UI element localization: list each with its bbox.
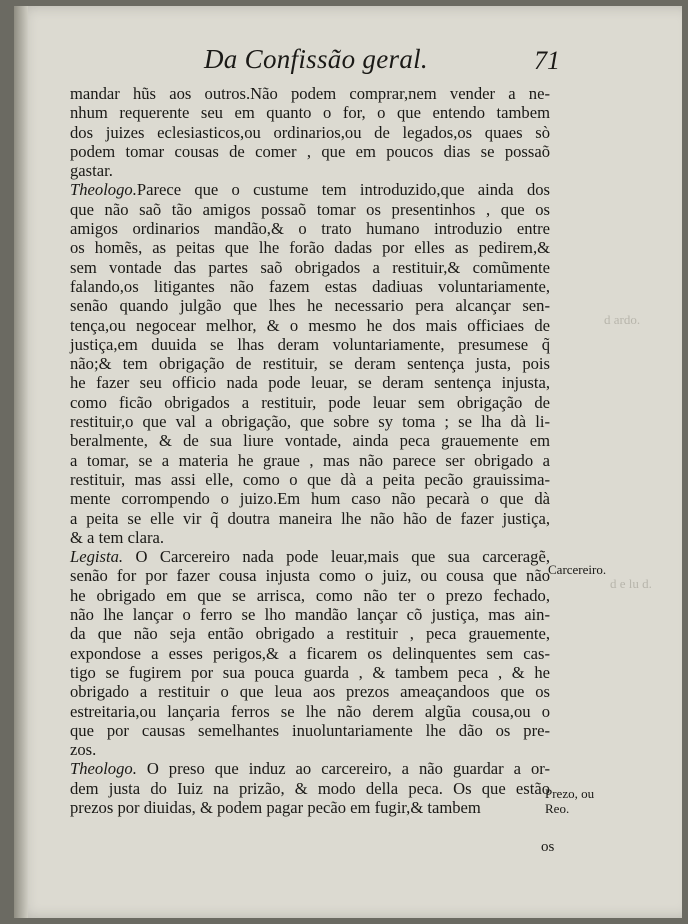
line-text: falando,os litigantes não fazem estas dadiuas voluntariamente, xyxy=(70,276,550,296)
text-line xyxy=(70,779,550,798)
text-line xyxy=(70,644,550,663)
line-text: como ficão obrigados a restituir, pode leuar sem obrigação de xyxy=(70,392,550,412)
text-line xyxy=(70,470,550,489)
text-line xyxy=(70,161,550,180)
line-text: O preso que induz ao carcereiro, a não guardar a or- xyxy=(136,759,550,779)
bleed-through-text: d e lu d. xyxy=(610,576,652,591)
line-text: não lhe lançar o ferro se lho mandão lançar cõ justiça, mas ain- xyxy=(70,605,550,625)
text-line xyxy=(70,528,550,547)
speaker-label: Theologo. xyxy=(70,759,137,779)
page-header xyxy=(204,44,584,84)
text-line xyxy=(70,740,550,759)
running-title: Da Confissão geral. xyxy=(204,44,428,74)
text-line xyxy=(70,296,550,315)
line-text: que não saõ tão amigos possaõ tomar os presentinhos , que os xyxy=(70,199,550,219)
text-line xyxy=(70,200,550,219)
text-line xyxy=(70,219,550,238)
line-text: dem justa do Iuiz na prizão, & modo della peca. Os que estão xyxy=(70,778,550,798)
line-text: restituir, mas assi elle, como o que dà a peita pecão grauissima- xyxy=(70,469,550,489)
line-text: que por causas semelhantes inuoluntariamente lhe dão os pre- xyxy=(70,720,550,740)
line-text: os homẽs, as peitas que lhe forão dadas por elles as pedirem,& xyxy=(70,238,550,258)
text-line xyxy=(70,412,550,431)
text-line xyxy=(70,489,550,508)
line-text: obrigado a restituir o que leua aos prezos ameaçandoos que os xyxy=(70,682,550,702)
line-text: da que não seja então obrigado a restituir , peca grauemente, xyxy=(70,624,550,644)
bleed-through-text: d ardo. xyxy=(604,312,641,327)
text-line xyxy=(70,721,550,740)
line-text: restituir,o que val a obrigação, que sobre sy toma ; se lha dà li- xyxy=(70,412,550,432)
line-text: justiça,em duuida se lhas deram voluntariamente, presumese q̃ xyxy=(70,334,550,354)
margin-note-carcereiro: Carcereiro. xyxy=(548,562,607,577)
text-line xyxy=(70,277,550,296)
text-line xyxy=(70,316,550,335)
line-text: O Carcereiro nada pode leuar,mais que sua carceragẽ, xyxy=(123,547,550,567)
line-text: expondose a esses perigos,& a ficarem os delinquentes sem cas- xyxy=(70,643,550,663)
text-line xyxy=(70,509,550,528)
line-text: zos. xyxy=(70,740,97,760)
text-line xyxy=(70,702,550,721)
line-text: he obrigado em que se arrisca, como não ter o prezo fechado, xyxy=(70,585,550,605)
line-text: prezos por diuidas, & podem pagar pecão em fugir,& tambem xyxy=(70,797,481,817)
text-line xyxy=(70,682,550,701)
text-line xyxy=(70,451,550,470)
line-text: gastar. xyxy=(70,161,113,181)
body-text xyxy=(70,84,550,817)
line-text: Parece que o custume tem introduzido,que ainda dos xyxy=(136,180,550,200)
text-line xyxy=(70,180,550,199)
speaker-label: Legista. xyxy=(70,547,124,567)
page-number: 71 xyxy=(534,46,560,75)
text-line xyxy=(70,566,550,585)
text-line xyxy=(70,431,550,450)
line-text: & a tem clara. xyxy=(70,527,164,547)
line-text: senão for por fazer cousa injusta como o juiz, ou cousa que não xyxy=(70,566,550,586)
line-text: amigos ordinarios mandão,& o trato humano introduzio entre xyxy=(70,219,550,239)
line-text: he fazer seu officio nada pode leuar, se deram sentença injusta, xyxy=(70,373,550,393)
line-text: mandar hũs aos outros.Não podem comprar,nem vender a ne- xyxy=(70,84,550,103)
text-line xyxy=(70,335,550,354)
line-text: a tomar, se a materia he graue , mas não parece ser obrigado a xyxy=(70,450,550,470)
line-text: podem tomar cousas de comer , que em poucos dias se possaõ xyxy=(70,141,550,161)
text-line xyxy=(70,586,550,605)
line-text: mente corrompendo o juizo.Em hum caso não pecarà o que dà xyxy=(70,489,550,509)
text-line xyxy=(70,258,550,277)
text-line xyxy=(70,663,550,682)
line-text: senão quando julgão que lhes he necessario pera alcançar sen- xyxy=(70,296,550,316)
text-line xyxy=(70,759,550,778)
text-line xyxy=(70,84,550,103)
line-text: nhum requerente seu em quanto o for, o que entendo tambem xyxy=(70,103,550,123)
margin-note-prezo: Prezo, ou Reo. xyxy=(545,786,595,816)
text-line xyxy=(70,142,550,161)
line-text: dos juizes eclesiasticos,ou ordinarios,ou de legados,os quaes sò xyxy=(70,122,550,142)
text-line xyxy=(70,624,550,643)
text-line xyxy=(70,123,550,142)
book-page xyxy=(14,6,682,918)
speaker-label: Theologo. xyxy=(70,180,137,200)
text-line xyxy=(70,238,550,257)
text-line xyxy=(70,547,550,566)
text-line xyxy=(70,605,550,624)
catchword: os xyxy=(541,839,555,855)
line-text: sem vontade das partes saõ obrigados a restituir,& comũmente xyxy=(70,257,550,277)
line-text: beralmente, & de sua liure vontade, ainda peca grauemente em xyxy=(70,431,550,451)
line-text: não;& tem obrigação de restituir, se deram sentença justa, pois xyxy=(70,354,550,374)
line-text: tença,ou negocear melhor, & o mesmo he dos mais officiaes de xyxy=(70,315,550,335)
text-line xyxy=(70,354,550,373)
text-line xyxy=(70,798,550,817)
line-text: a peita se elle vir q̃ doutra maneira lhe não hão de fazer justiça, xyxy=(70,508,550,528)
text-line xyxy=(70,373,550,392)
binding-gutter xyxy=(14,6,28,918)
text-line xyxy=(70,103,550,122)
text-line xyxy=(70,393,550,412)
line-text: tigo se fugirem por sua pouca guarda , & tambem peca , & he xyxy=(70,662,550,682)
line-text: estreitaria,ou lançaria ferros se lhe não derem algũa cousa,ou o xyxy=(70,701,550,721)
